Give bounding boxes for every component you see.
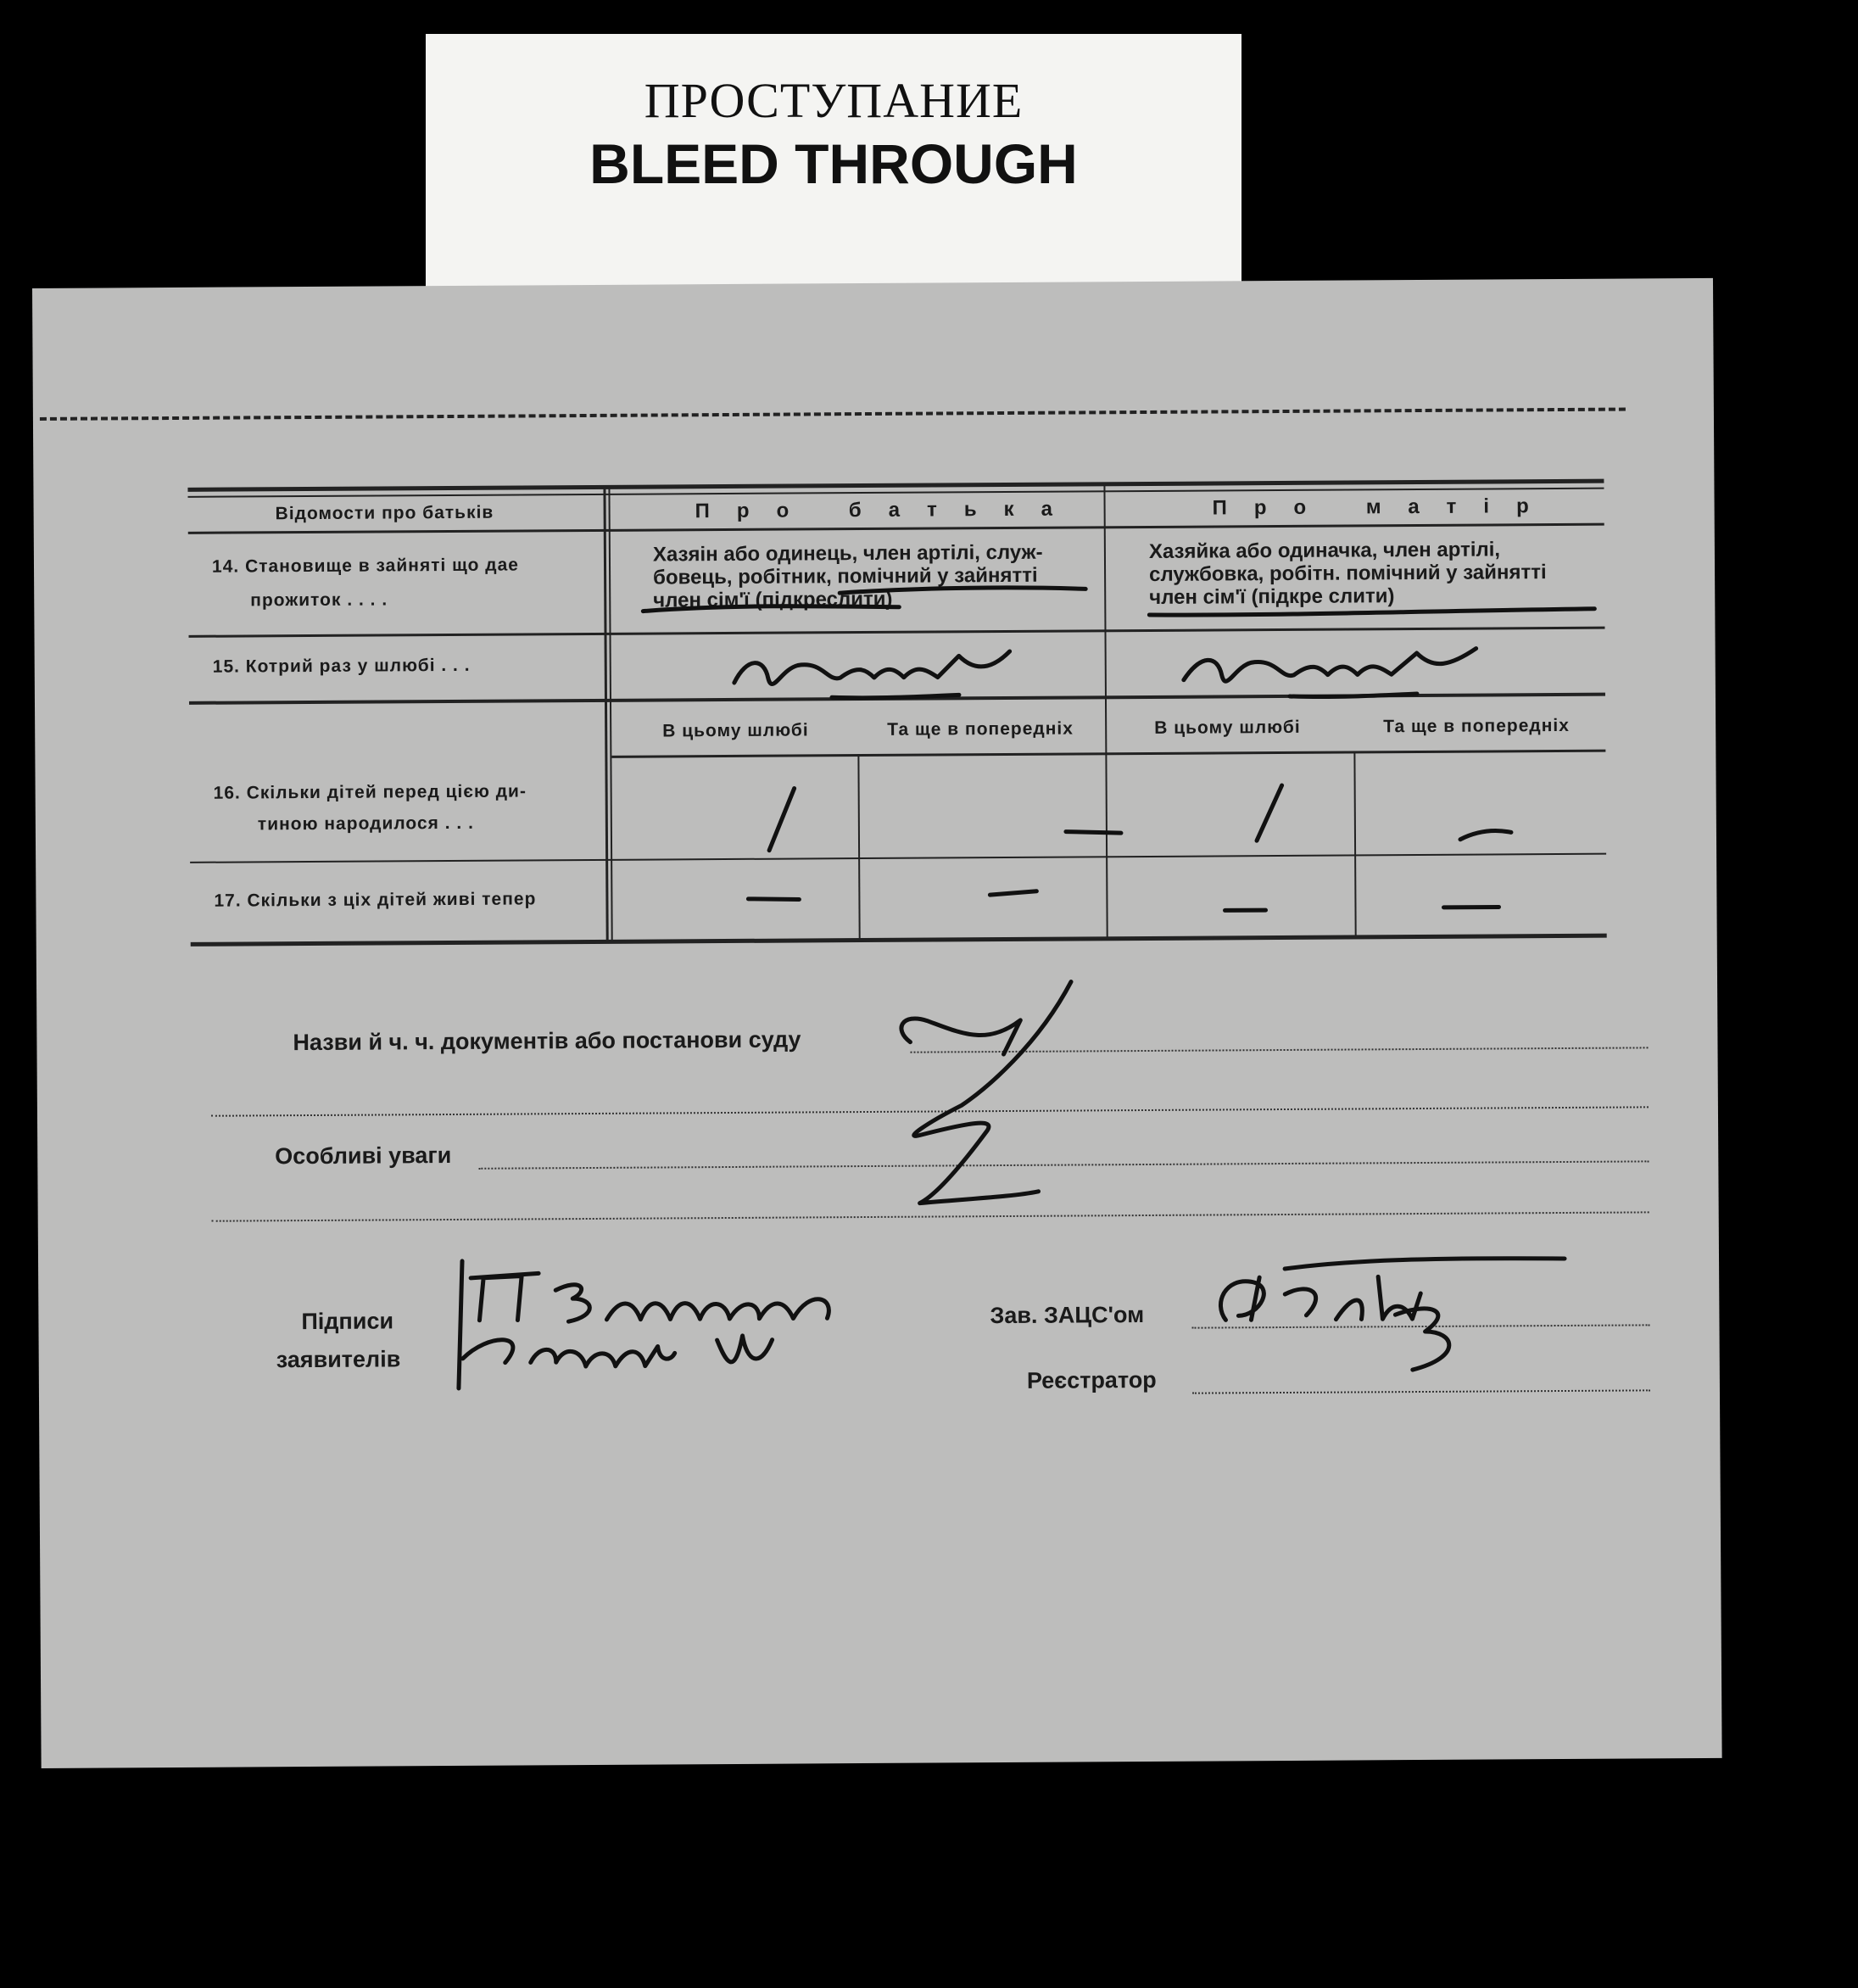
- row15-mother-handwriting: [1179, 627, 1502, 705]
- signatures-label-2: заявителів: [276, 1346, 401, 1373]
- row14-label-1: 14. Становище в зайняті що дае: [211, 555, 519, 577]
- father-previous-header: Та ще в попередніх: [887, 718, 1074, 740]
- row14-father-3: член сім'ї (підкреслити): [653, 587, 893, 612]
- documents-label: Назви й ч. ч. документів або постанови суду: [293, 1026, 801, 1056]
- row15-label: 15. Котрий раз у шлюбі . . .: [212, 655, 471, 677]
- cross-out-stroke: [868, 969, 1141, 1225]
- row17-label: 17. Скільки з ціх дітей живі тепер: [214, 889, 537, 911]
- form-sheet: [32, 278, 1722, 1768]
- row14-underline-marks: [628, 561, 1102, 623]
- label-russian: ПРОСТУПАНИЕ: [644, 73, 1024, 128]
- official-signatures-handwriting: [1208, 1242, 1565, 1414]
- header-info: Відомости про батьків: [275, 502, 494, 524]
- row14-mother-3: член сім'ї (підкре слити): [1149, 584, 1395, 609]
- col-divider-1: [603, 489, 608, 942]
- row14-father-1: Хазяін або одинець, член артілі, служ-: [652, 540, 1043, 567]
- header-rule: [188, 523, 1604, 534]
- head-label: Зав. ЗАЦС'ом: [990, 1302, 1145, 1329]
- bleed-through-label: [426, 34, 1241, 293]
- row17-handwritten-values: [612, 856, 1605, 938]
- row16-label-2: тиною народилося . . .: [257, 813, 474, 835]
- signatures-label-1: Підписи: [301, 1308, 394, 1335]
- row14-father-2: бовець, робітник, помічний у зайнятті: [653, 563, 1038, 589]
- row16-handwritten-values: [611, 754, 1604, 857]
- row14-mother-underline: [1136, 580, 1611, 625]
- row14-mother-1: Хазяйка або одиначка, член артілі,: [1148, 538, 1501, 563]
- cut-line: [40, 408, 1626, 421]
- row14-label-2: прожиток . . . .: [250, 589, 388, 611]
- mother-previous-header: Та ще в попередніх: [1383, 715, 1570, 737]
- mother-this-marriage-header: В цьому шлюбі: [1154, 717, 1301, 738]
- row15-father-handwriting: [729, 630, 1035, 708]
- father-this-marriage-header: В цьому шлюбі: [662, 720, 809, 741]
- registrar-label: Реєстратор: [1026, 1366, 1157, 1393]
- remarks-label: Особливі уваги: [275, 1142, 452, 1170]
- applicant-signatures-handwriting: [437, 1249, 963, 1405]
- row16-label-1: 16. Скільки дітей перед цією ди-: [213, 781, 527, 803]
- header-father: Про батька: [695, 497, 1080, 523]
- header-mother: Про матір: [1212, 494, 1556, 520]
- row14-mother-2: службовка, робітн. помічний у зайнятті: [1149, 561, 1547, 586]
- label-english: BLEED THROUGH: [589, 132, 1078, 195]
